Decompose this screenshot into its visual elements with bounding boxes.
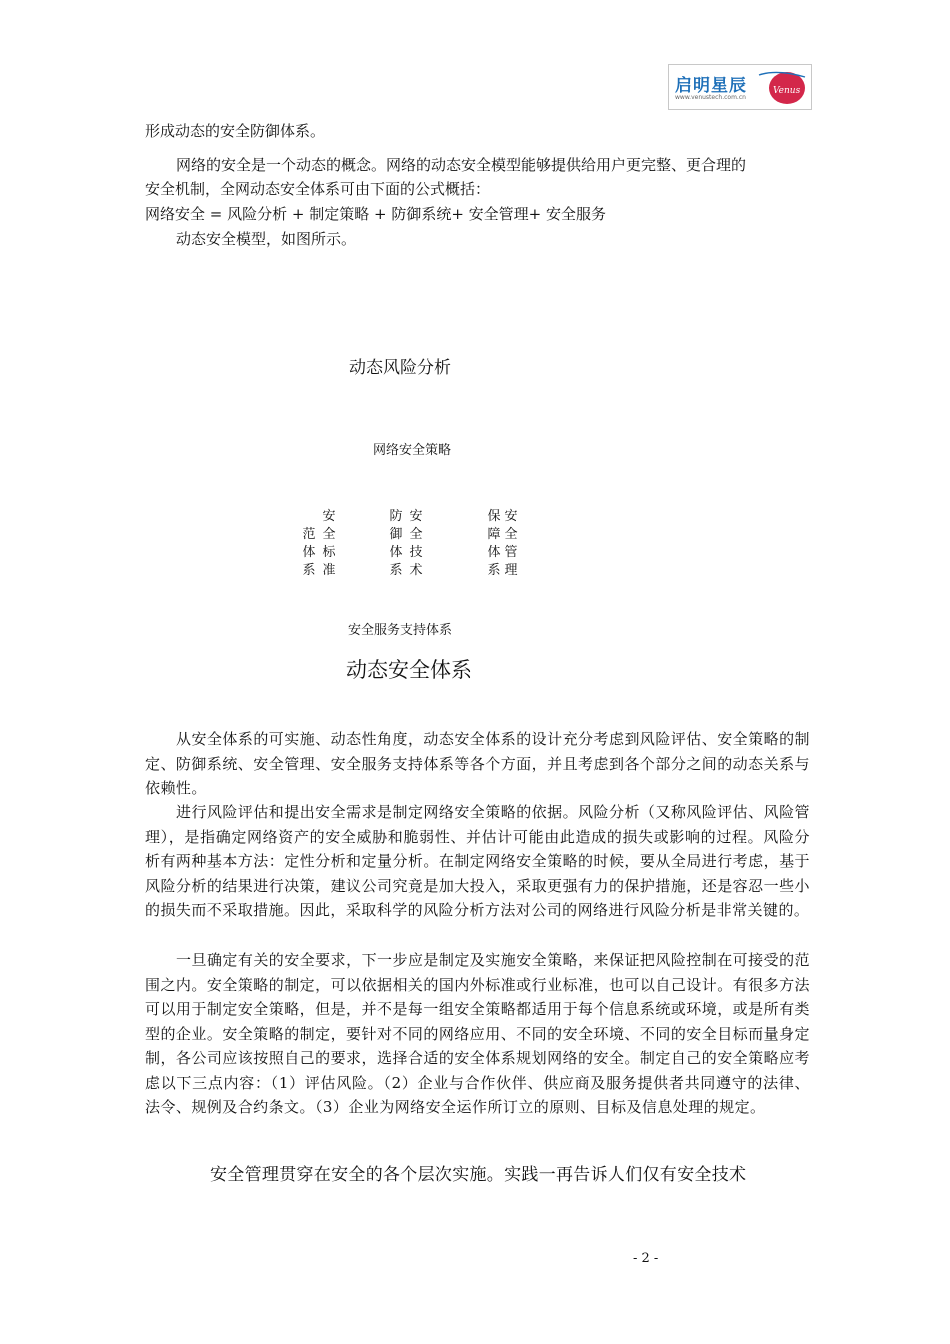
intro-line: 形成动态的安全防御体系。: [145, 122, 326, 140]
diagram-service-support: 安全服务支持体系: [348, 623, 453, 638]
diagram-col3-b: 安全管理: [504, 509, 518, 578]
diagram-policy: 网络安全策略: [373, 443, 452, 458]
logo-mark-text: Venus: [773, 86, 801, 96]
page-number: - 2 -: [633, 1251, 659, 1266]
body-paragraph-2-text: 进行风险评估和提出安全需求是制定网络安全策略的依据。风险分析（又称风险评估、风险管理），是指确定网络资产的安全威胁和脆弱性、并估计可能由此造成的损失或影响的过程。风险分析有两种基本方法：定性分析和定量分析。在制定网络安全策略的时候，要从全局进行考虑，基于风险分析的结果进行决策，建议公司究竟是加大投入，采取更强有力的保护措施，还是容忍一些小的损失而不采取措施。因此，采取科学的风险分析方法对公司的网络进行风险分析是非常关键的。: [145, 803, 810, 919]
diagram-col2-a: 防御体系: [389, 509, 403, 578]
body-paragraph-1-text: 从安全体系的可实施、动态性角度，动态安全体系的设计充分考虑到风险评估、安全策略的制定、防御系统、安全管理、安全服务支持体系等各个方面，并且考虑到各个部分之间的动态关系与依赖性。: [145, 730, 810, 797]
logo-name: 启明星辰: [675, 76, 747, 96]
diagram-caption: 动态安全体系: [346, 658, 472, 682]
logo-ball-icon: [753, 67, 809, 107]
company-logo: [668, 64, 812, 110]
diagram-risk-analysis: 动态风险分析: [349, 358, 451, 378]
body-paragraph-2: [145, 800, 810, 923]
diagram-col1-b: 安全标准: [322, 509, 336, 578]
body-paragraph-1: [145, 727, 810, 801]
body-paragraph-4: 安全管理贯穿在安全的各个层次实施。实践一再告诉人们仅有安全技术: [210, 1165, 747, 1185]
diagram-col3-a: 保障体系: [487, 509, 501, 578]
figure-reference: 动态安全模型，如图所示。: [176, 230, 357, 248]
intro-para-line-2: 安全机制，全网动态安全体系可由下面的公式概括：: [145, 180, 491, 198]
diagram-col2-b: 安全技术: [409, 509, 423, 578]
body-paragraph-3: [145, 948, 810, 1120]
body-paragraph-3-text: 一旦确定有关的安全要求，下一步应是制定及实施安全策略，来保证把风险控制在可接受的范围之内。安全策略的制定，可以依据相关的国内外标准或行业标准，也可以自己设计。有很多方法可以用于制定安全策略，但是，并不是每一组安全策略都适用于每个信息系统或环境，或是所有类型的企业。安全策略的制定，要针对不同的网络应用、不同的安全环境、不同的安全目标而量身定制，各公司应该按照自己的要求，选择合适的安全体系规划网络的安全。制定自己的安全策略应考虑以下三点内容：（1）评估风险。（2）企业与合作伙伴、供应商及服务提供者共同遵守的法律、法令、规例及合约条文。（3）企业为网络安全运作所订立的原则、目标及信息处理的规定。: [145, 951, 810, 1116]
diagram-col1-a: 范体系: [302, 527, 316, 578]
intro-para-line-1: 网络的安全是一个动态的概念。网络的动态安全模型能够提供给用户更完整、更合理的: [176, 156, 747, 174]
logo-url: www.venustech.com.cn: [675, 94, 746, 101]
security-formula: 网络安全 = 风险分析 + 制定策略 + 防御系统+ 安全管理+ 安全服务: [145, 205, 606, 223]
